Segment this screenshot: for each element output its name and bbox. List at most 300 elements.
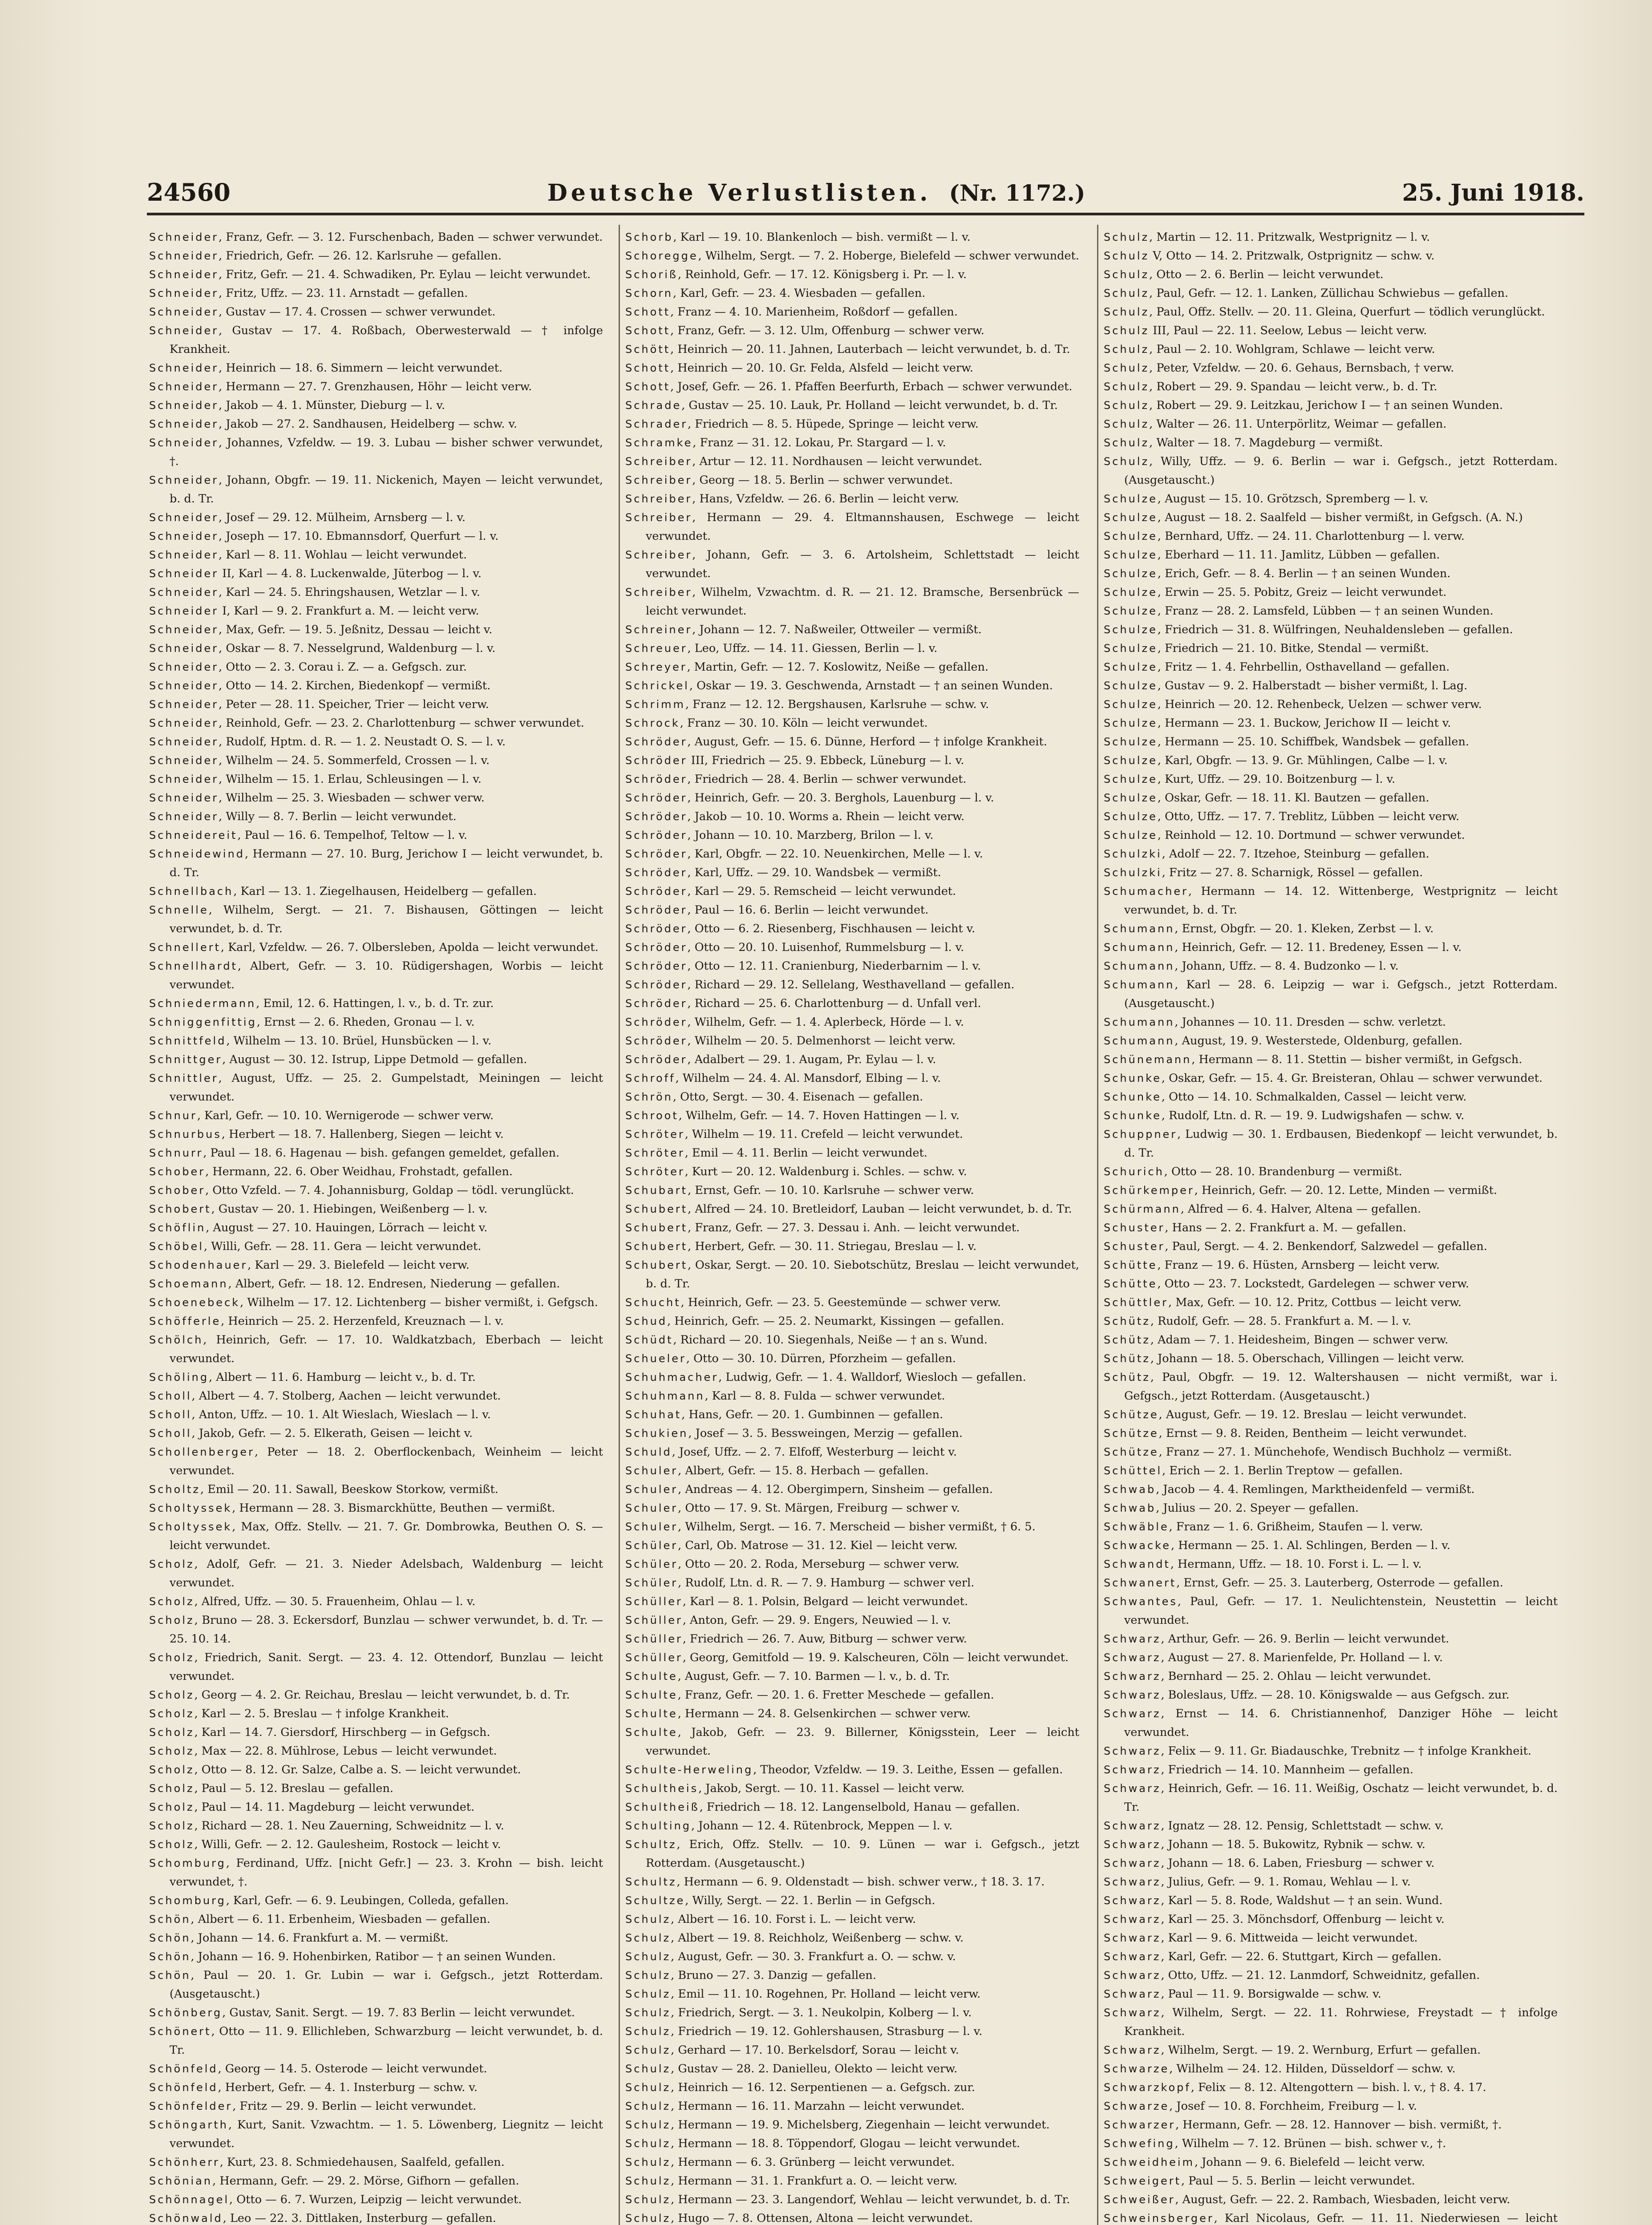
casualty-entry [625,994,1079,1013]
entry-details: , Fritz, Uffz. — 23. 11. Arnstadt — gefallen. [219,287,468,300]
entry-details: , Hermann — 6. 3. Grünberg — leicht verwundet. [671,2156,955,2169]
casualty-entry [1104,1742,1558,1760]
entry-surname: Schulz [625,2137,671,2150]
entry-surname: Schütz [1104,1352,1150,1365]
entry-surname: Schütze [1104,1408,1159,1421]
column-3 [1104,228,1558,2225]
entry-details: , Otto — 17. 9. St. Märgen, Freiburg — schwer v. [678,1501,960,1515]
entry-details: , Gustav — 20. 1. Hiebingen, Weißenberg — l. v. [211,1202,488,1216]
entry-details: , Ludwig — 30. 1. Erdbausen, Biedenkopf — leicht verwundet, b. d. Tr. [1124,1128,1558,1160]
casualty-entry [625,228,1079,247]
entry-details: , Oskar, Gefr. — 18. 11. Kl. Bautzen — gefallen. [1157,791,1429,805]
casualty-entry [149,1835,603,1854]
casualty-entry [625,284,1079,303]
entry-details: , Franz — 28. 2. Lamsfeld, Lübben — † an seinen Wunden. [1157,604,1494,618]
casualty-entry [149,1947,603,1966]
casualty-entry [149,602,603,620]
entry-surname: Schnur [149,1109,197,1122]
entry-details: , Hermann — 29. 4. Eltmannshausen, Eschwege — leicht verwundet. [646,511,1079,543]
entry-details: , Heinrich — 16. 12. Serpentienen — a. Gefgsch. zur. [671,2081,976,2094]
casualty-entry [1104,770,1558,789]
issue-number: (Nr. 1172.) [949,180,1085,206]
entry-surname: Schwarz [1104,1894,1161,1907]
casualty-entry [149,1742,603,1760]
casualty-entry [1104,1050,1558,1069]
casualty-entry [625,1218,1079,1237]
entry-surname: Schneider [149,736,219,748]
entry-surname: Schreiber [625,511,692,524]
entry-details: , Joseph — 17. 10. Ebmannsdorf, Querfurt — l. v. [219,530,499,543]
entry-surname: Schuld [625,1446,672,1458]
casualty-entry [625,2190,1079,2209]
casualty-entry [1104,2041,1558,2059]
casualty-entry [149,1443,603,1480]
entry-surname: Schütz [1104,1315,1150,1327]
casualty-entry [1104,1237,1558,1256]
casualty-entry [149,789,603,807]
entry-surname: Schneider [149,680,219,692]
entry-details: , Willy, Sergt. — 22. 1. Berlin — in Gefgsch. [685,1894,935,1907]
entry-details: , Friedrich — 14. 10. Mannheim — gefallen. [1161,1763,1413,1776]
casualty-entry [1104,1686,1558,1704]
casualty-entry [625,1499,1079,1517]
casualty-entry [625,1648,1079,1667]
entry-surname: Schürkemper [1104,1184,1194,1197]
entry-surname: Schüttler [1104,1296,1168,1309]
casualty-entry [149,1013,603,1032]
entry-details: , Hugo — 7. 8. Ottensen, Altona — leicht verwundet. [671,2212,973,2225]
entry-surname: Schröter [625,1147,685,1159]
entry-surname: Schulz [625,2025,671,2038]
entry-details: , Johann, Uffz. — 8. 4. Budzonko — l. v. [1174,959,1399,973]
entry-details: , Hermann — 18. 8. Töppendorf, Glogau — leicht verwundet. [671,2137,1020,2150]
entry-surname: Schüller [625,1614,683,1626]
entry-surname: Schneidereit [149,829,238,841]
entry-surname: Schulz [625,2119,671,2131]
casualty-entry [149,1723,603,1742]
entry-surname: Schulz [625,2193,671,2206]
casualty-entry [1104,751,1558,770]
entry-surname: Schultheis [625,1782,699,1795]
entry-details: , Willy, Uffz. — 9. 6. Berlin — war i. Gefgsch., jetzt Rotterdam. (Ausgetauscht.) [1124,455,1558,487]
casualty-entry [625,396,1079,415]
entry-details: , Ernst — 14. 6. Christiannenhof, Danziger Höhe — leicht verwundet. [1124,1707,1558,1739]
casualty-entry [1104,2190,1558,2209]
entry-details: , August, Gefr. — 15. 6. Dünne, Herford — † infolge Krankheit. [687,735,1047,748]
casualty-entry [1104,1985,1558,2003]
casualty-entry [625,1293,1079,1312]
entry-surname: Schreiber [625,493,692,505]
entry-details: , Friedrich — 18. 12. Langenselbold, Hanau — gefallen. [699,1800,1020,1814]
entry-surname: Scholl [149,1427,192,1440]
entry-surname: Schneider [149,250,219,262]
casualty-entry [149,1611,603,1648]
entry-surname: Schweigert [1104,2175,1181,2187]
entry-surname: Scholz [149,1838,194,1851]
entry-surname: Schneider [149,623,219,636]
entry-surname: Schulze [1104,736,1158,748]
entry-details: , Oskar, Sergt. — 20. 10. Siebotschütz, Breslau — leicht verwundet, b. d. Tr. [646,1258,1079,1290]
entry-surname: Schumann [1104,922,1175,935]
entry-surname: Schodenhauer [149,1259,248,1271]
entry-details: , Hermann — 23. 1. Buckow, Jerichow II — leicht v. [1157,716,1451,730]
entry-details: , Georg — 14. 5. Osterode — leicht verwundet. [218,2062,487,2075]
entry-details: , Karl — 9. 6. Mittweida — leicht verwundet. [1161,1931,1418,1945]
entry-surname: Schröder [625,960,688,972]
entry-surname: Scholz [149,1764,194,1776]
entry-details: , Karl — 14. 7. Giersdorf, Hirschberg — in Gefgsch. [194,1726,490,1739]
casualty-entry [1104,377,1558,396]
entry-details: , Kurt — 20. 12. Waldenburg i. Schles. — schw. v. [684,1165,967,1178]
entry-details: , Georg — 4. 2. Gr. Reichau, Breslau — leicht verwundet, b. d. Tr. [194,1688,570,1702]
casualty-entry [625,1032,1079,1050]
casualty-entry [149,583,603,602]
entry-details: , Friedrich, Gefr. — 26. 12. Karlsruhe — gefallen. [219,249,502,263]
casualty-entry [625,1480,1079,1499]
casualty-entry [1104,789,1558,807]
casualty-entry [149,1387,603,1405]
entry-surname: Schubert [625,1259,688,1271]
casualty-entry [1104,1592,1558,1630]
entry-surname: Schwäble [1104,1521,1169,1533]
entry-details: , Heinrich, Gefr. — 25. 2. Neumarkt, Kissingen — gefallen. [667,1315,1004,1328]
entry-details: , Karl Nicolaus, Gefr. — 11. 11. Niederwiesen — leicht [1214,2212,1558,2225]
entry-details: , Otto — 2. 6. Berlin — leicht verwundet. [1149,268,1384,281]
entry-details: , Hermann — 8. 11. Stettin — bisher vermißt, in Gefgsch. [1191,1053,1522,1066]
entry-details: , Karl, Obgfr. — 13. 9. Gr. Mühlingen, Calbe — l. v. [1157,754,1448,767]
casualty-entry [1104,1125,1558,1162]
casualty-entry [149,321,603,359]
entry-details: , Wilhelm, Vzwachtm. d. R. — 21. 12. Bramsche, Bersenbrück — leicht verwundet. [646,586,1079,618]
casualty-entry [1104,1200,1558,1218]
entry-surname: Schröder [625,810,688,823]
casualty-entry [1104,1443,1558,1461]
casualty-entry [1104,564,1558,583]
entry-details: , Jakob — 4. 1. Münster, Dieburg — l. v. [219,399,445,412]
entry-surname: Schön [149,1950,191,1963]
casualty-entry [149,1424,603,1443]
entry-surname: Schulze [1104,605,1158,617]
casualty-entry [625,1050,1079,1069]
entry-details: , Richard — 29. 12. Sellelang, Westhavelland — gefallen. [687,978,1015,991]
casualty-entry [625,433,1079,452]
entry-surname: Schreiber [625,455,692,468]
entry-details: , Otto — 23. 7. Lockstedt, Gardelegen — schwer verw. [1157,1277,1470,1290]
entry-surname: Schumann [1104,1035,1175,1047]
casualty-entry [1104,714,1558,732]
casualty-entry [625,751,1079,770]
entry-details: , Georg, Gemitfold — 19. 9. Kalscheuren, Cöln — leicht verwundet. [682,1651,1069,1664]
entry-surname: Schubert [625,1240,688,1253]
entry-surname: Schröder [625,1053,688,1066]
entry-surname: Schneider [149,586,219,599]
entry-details: , Anton, Uffz. — 10. 1. Alt Wieslach, Wieslach — l. v. [191,1408,491,1421]
casualty-entry [149,396,603,415]
entry-surname: Schulz [625,1988,671,2000]
entry-surname: Schneider [149,380,219,393]
entry-surname: Schönian [149,2175,213,2187]
entry-details: , Wilhelm, Sergt. — 16. 7. Merscheid — bisher vermißt, † 6. 5. [678,1520,1036,1533]
entry-surname: Schneider [149,474,219,486]
entry-details: , Adolf — 22. 7. Itzehoe, Steinburg — gefallen. [1162,847,1429,861]
entry-details: , Albert, Gefr. — 18. 12. Endresen, Niederung — gefallen. [228,1277,560,1290]
entry-surname: Schwarz [1104,1651,1161,1664]
casualty-entry [625,303,1079,321]
casualty-entry [149,1144,603,1162]
casualty-entry [625,452,1079,471]
entry-details: , Bruno — 27. 3. Danzig — gefallen. [671,1969,876,1982]
entry-surname: Schneider [149,437,219,449]
entry-surname: Schönwald [149,2212,223,2225]
casualty-entry [1104,546,1558,564]
entry-details: , Wilhelm, Sergt. — 19. 2. Wernburg, Erfurt — gefallen. [1161,2043,1481,2057]
entry-details: , Hermann — 31. 1. Frankfurt a. O. — leicht verw. [671,2174,957,2188]
entry-surname: Schön [149,1932,191,1944]
entry-details: , Friedrich — 8. 5. Hüpede, Springe — leicht verw. [688,417,979,431]
entry-surname: Schud [625,1315,668,1327]
entry-details: , Heinrich — 18. 6. Simmern — leicht verwundet. [219,361,503,375]
casualty-entry [625,1013,1079,1032]
casualty-entry [625,1686,1079,1704]
entry-details: , Paul — 11. 9. Borsigwalde — schw. v. [1161,1987,1381,2001]
casualty-entry [1104,2209,1558,2225]
entry-surname: Schulz [1104,455,1150,468]
entry-surname: Schnittger [149,1053,223,1066]
entry-details: , Hermann, Gefr. — 28. 12. Hannover — bish. vermißt, †. [1175,2118,1502,2132]
column-1 [149,228,603,2225]
entry-details: , Peter — 18. 2. Oberflockenbach, Weinheim — leicht verwundet. [170,1445,603,1477]
entry-details: , Heinrich — 25. 2. Herzenfeld, Kreuznach — l. v. [221,1315,504,1328]
entry-surname: Schulz [625,2081,671,2094]
casualty-entry [149,1218,603,1237]
casualty-entry [1104,1760,1558,1779]
casualty-entry [149,1854,603,1891]
entry-details: , Karl — 28. 6. Leipzig — war i. Gefgsch., jetzt Rotterdam. (Ausgetauscht.) [1124,978,1558,1010]
entry-details: , Johann — 16. 9. Hohenbirken, Ratibor — † an seinen Wunden. [190,1950,556,1963]
header-rule [147,213,1584,215]
entry-details: , Jakob, Sergt. — 10. 11. Kassel — leicht verw. [698,1782,964,1795]
entry-surname: Schnelle [149,904,209,916]
casualty-entry [1104,1106,1558,1125]
entry-details: , Karl — 8. 1. Polsin, Belgard — leicht verwundet. [682,1595,968,1608]
entry-details: , Hermann — 25. 10. Schiffbek, Wandsbek — gefallen. [1157,735,1469,748]
casualty-entry [149,2153,603,2172]
casualty-entry [149,1069,603,1106]
entry-details: , Heinrich, Gefr. — 12. 11. Bredeney, Essen — l. v. [1174,941,1462,954]
entry-details: , Ernst — 2. 6. Rheden, Gronau — l. v. [256,1015,475,1029]
entry-surname: Schueler [625,1352,686,1365]
casualty-entry [1104,1835,1558,1854]
entry-surname: Schröder [625,1016,688,1028]
entry-surname: Scholz [149,1595,194,1608]
casualty-entry [1104,359,1558,377]
casualty-entry [1104,1312,1558,1331]
casualty-entry [625,882,1079,901]
entry-surname: Schnittler [149,1072,219,1084]
entry-details: III, Paul — 22. 11. Seelow, Lebus — leicht verw. [1149,324,1427,337]
entry-surname: Schwarz [1104,1689,1161,1701]
casualty-entry [625,1424,1079,1443]
casualty-entry [1104,826,1558,845]
entry-details: , Hermann — 27. 10. Burg, Jerichow I — leicht verwundet, b. d. Tr. [170,847,603,879]
casualty-entry [1104,882,1558,919]
entry-details: , Paul, Gefr. — 17. 1. Neulichtenstein, Neustettin — leicht verwundet. [1124,1595,1558,1627]
casualty-entry [149,433,603,471]
casualty-entry [625,2134,1079,2153]
entry-details: , Hermann — 24. 8. Gelsenkirchen — schwer verw. [677,1707,971,1720]
entry-details: , Rudolf, Ltn. d. R. — 19. 9. Ludwigshafen — schw. v. [1161,1109,1465,1122]
entry-surname: Scholz [149,1707,194,1720]
entry-surname: Schneidewind [149,848,245,860]
entry-details: , Ludwig, Gefr. — 1. 4. Walldorf, Wiesloch — gefallen. [718,1371,1026,1384]
casualty-entry [1104,1032,1558,1050]
entry-surname: Schulz [625,2100,671,2112]
casualty-entry [149,732,603,751]
entry-surname: Schunke [1104,1091,1162,1103]
entry-details: , Wilhelm, Gefr. — 14. 7. Hoven Hattingen — l. v. [678,1109,960,1122]
casualty-entry [625,1517,1079,1536]
entry-surname: Schwacke [1104,1539,1171,1552]
entry-details: , Erich, Offz. Stellv. — 10. 9. Lünen — war i. Gefgsch., jetzt Rotterdam. (Ausgetauscht.) [646,1838,1079,1870]
entry-surname: Schroff [625,1072,676,1084]
casualty-entry [625,2209,1079,2225]
entry-details: , Johann — 14. 6. Frankfurt a. M. — vermißt. [190,1931,449,1945]
entry-details: , Karl — 29. 5. Remscheid — leicht verwundet. [687,885,956,898]
casualty-entry [625,620,1079,639]
entry-details: , Paul — 20. 1. Gr. Lubin — war i. Gefgsch., jetzt Rotterdam. (Ausgetauscht.) [170,1969,603,2001]
casualty-entry [625,1200,1079,1218]
casualty-entry [1104,1704,1558,1742]
entry-details: , Fritz — 27. 8. Scharnigk, Rössel — gefallen. [1162,866,1423,879]
entry-details: , Paul — 18. 6. Hagenau — bish. gefangen gemeldet, gefallen. [203,1146,560,1160]
casualty-entry [1104,1779,1558,1816]
entry-details: , Johann, Obgfr. — 19. 11. Nickenich, Mayen — leicht verwundet, b. d. Tr. [170,473,603,506]
entry-surname: Schulz [625,2007,671,2019]
entry-surname: Schöngarth [149,2119,228,2131]
entry-surname: Schulz [625,1969,671,1982]
entry-details: , Josef — 3. 5. Bessweingen, Merzig — gefallen. [688,1427,963,1440]
casualty-entry [1104,957,1558,975]
casualty-entry [625,546,1079,583]
entry-surname: Schweidheim [1104,2156,1194,2168]
casualty-entry [625,826,1079,845]
entry-details: , Herbert, Gefr. — 4. 1. Insterburg — schw. v. [218,2081,478,2094]
entry-details: , Hans, Vzfeldw. — 26. 6. Berlin — leicht verw. [692,492,959,506]
entry-surname: Schwarz [1104,1932,1161,1944]
casualty-entry [1104,1536,1558,1555]
entry-surname: Schollenberger [149,1446,255,1458]
casualty-entry [1104,1256,1558,1274]
entry-details: , Reinhold, Gefr. — 17. 12. Königsberg i. Pr. — l. v. [677,268,967,281]
entry-surname: Schwarz [1104,1633,1161,1645]
entry-surname: Schoregge [625,250,698,262]
casualty-entry [625,807,1079,826]
entry-surname: Schulte [625,1707,678,1720]
entry-details: , August, Gefr. — 19. 12. Breslau — leicht verwundet. [1158,1408,1467,1421]
casualty-entry [1104,1293,1558,1312]
entry-surname: Schramke [625,437,693,449]
entry-details: , Julius, Gefr. — 9. 1. Romau, Wehlau — l. v. [1161,1875,1411,1889]
entry-details: , Wilhelm — 20. 5. Delmenhorst — leicht verw. [687,1034,956,1048]
casualty-entry [1104,1929,1558,1947]
entry-details: , Franz, Gefr. — 3. 12. Furschenbach, Baden — schwer verwundet. [219,231,603,244]
casualty-entry [1104,658,1558,676]
entry-details: , Fritz — 29. 9. Berlin — leicht verwundet. [232,2100,477,2113]
entry-surname: Schulze [1104,717,1158,729]
casualty-entry [625,1256,1079,1293]
entry-details: , Hermann — 28. 3. Bismarckhütte, Beuthen — vermißt. [232,1501,555,1515]
entry-details: , Willi, Gefr. — 28. 11. Gera — leicht verwundet. [204,1240,482,1253]
entry-details: , Johann — 10. 10. Marzberg, Brilon — l. v. [687,829,934,842]
casualty-entry [625,2003,1079,2022]
entry-surname: Schott [625,380,671,393]
casualty-entry [625,714,1079,732]
casualty-entry [1104,1517,1558,1536]
entry-details: , Johann — 12. 4. Rütenbrock, Meppen — l. v. [691,1819,953,1833]
casualty-entry [1104,303,1558,321]
casualty-entry [625,1461,1079,1480]
entry-details: , Carl, Ob. Matrose — 31. 12. Kiel — leicht verw. [678,1539,958,1552]
entry-details: , Leo, Uffz. — 14. 11. Giessen, Berlin — l. v. [687,642,938,655]
entry-surname: Schön [149,1969,191,1982]
entry-details: , Adam — 7. 1. Heidesheim, Bingen — schwer verw. [1150,1333,1449,1347]
entry-surname: Schuhmann [625,1390,705,1402]
casualty-entry [149,994,603,1013]
entry-surname: Schulzki [1104,848,1162,860]
entry-surname: Schnellbach [149,885,234,898]
casualty-entry [149,1181,603,1200]
entry-surname: Schroot [625,1109,679,1122]
entry-surname: Schröder [625,941,688,954]
entry-surname: Schwantes [1104,1595,1178,1608]
entry-details: , Wilhelm — 24. 12. Hilden, Düsseldorf — schw. v. [1169,2062,1456,2075]
entry-details: , Georg — 18. 5. Berlin — schwer verwundet. [692,473,953,487]
casualty-entry [149,1779,603,1798]
entry-details: , Albert — 4. 7. Stolberg, Aachen — leicht verwundet. [191,1389,501,1403]
casualty-entry [1104,340,1558,359]
casualty-entry [149,508,603,527]
entry-details: , Hermann — 27. 7. Grenzhausen, Höhr — leicht verw. [219,380,532,393]
entry-surname: Schüdt [625,1334,673,1346]
casualty-entry [625,845,1079,863]
entry-surname: Schütz [1104,1334,1150,1346]
entry-surname: Schulz [1104,437,1150,449]
entry-surname: Schneider [149,362,219,374]
casualty-entry [1104,433,1558,452]
entry-surname: Scholz [149,1782,194,1795]
casualty-entry [1104,1405,1558,1424]
entry-details: , Johann — 12. 7. Naßweiler, Ottweiler — vermißt. [692,623,982,636]
casualty-entry [625,1630,1079,1648]
casualty-entry [1104,1349,1558,1368]
entry-details: , Otto Vzfeld. — 7. 4. Johannisburg, Goldap — tödl. verunglückt. [205,1184,574,1197]
entry-details: , Gustav — 9. 2. Halberstadt — bisher vermißt, l. Lag. [1157,679,1468,692]
entry-surname: Schwarz [1104,1707,1161,1720]
casualty-entry [1104,863,1558,882]
casualty-entry [149,1368,603,1387]
casualty-entry [625,508,1079,546]
casualty-entry [625,2078,1079,2097]
entry-surname: Schulte-Herweling [625,1764,753,1776]
entry-surname: Schnellhardt [149,960,238,972]
entry-surname: Schüler [625,1539,678,1552]
entry-details: , Peter, Vzfeldw. — 20. 6. Gehaus, Bernsbach, † verw. [1149,361,1454,375]
casualty-entry [625,1873,1079,1891]
entry-surname: Schüttel [1104,1464,1162,1477]
entry-details: V, Otto — 14. 2. Pritzwalk, Ostprignitz — schw. v. [1149,249,1435,263]
casualty-entry [625,359,1079,377]
entry-details: , Johann — 18. 5. Bukowitz, Rybnik — schw. v. [1161,1838,1425,1851]
